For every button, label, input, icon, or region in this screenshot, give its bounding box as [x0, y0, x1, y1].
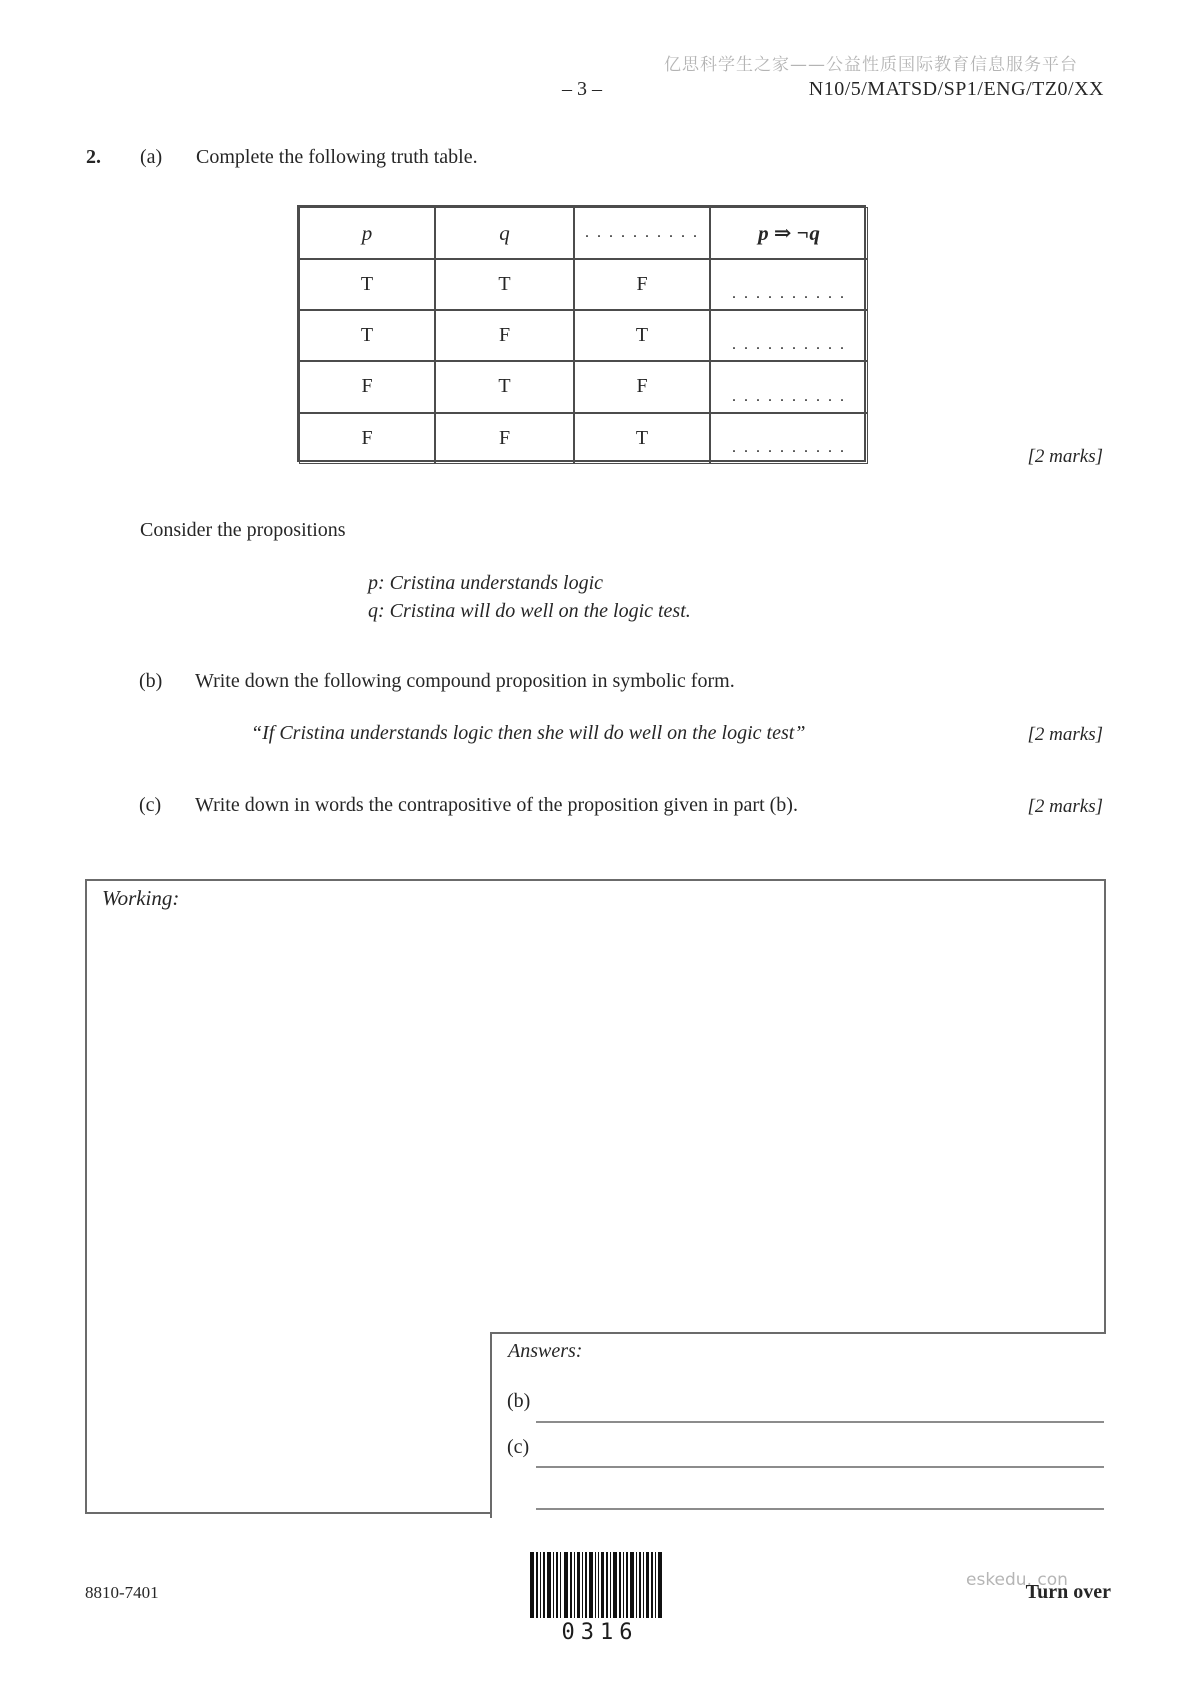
table-cell: T	[574, 310, 710, 361]
table-cell: T	[435, 259, 574, 310]
table-cell: F	[574, 259, 710, 310]
barcode-number: 0316	[561, 1620, 639, 1645]
truth-table	[297, 205, 866, 462]
table-header-q: q	[435, 207, 574, 259]
proposition-p: p: Cristina understands logic	[368, 572, 604, 594]
turn-over-label: Turn over	[1025, 1581, 1111, 1603]
part-a-text: Complete the following truth table.	[196, 146, 478, 168]
table-cell: F	[299, 413, 435, 464]
part-b-label: (b)	[139, 670, 163, 692]
table-cell: T	[299, 259, 435, 310]
table-header-blank	[574, 207, 710, 259]
site-watermark: eskedu. con	[966, 1570, 1068, 1590]
table-cell: F	[299, 361, 435, 412]
working-label: Working:	[102, 886, 180, 910]
cjk-watermark: 亿思科学生之家——公益性质国际教育信息服务平台	[664, 55, 1078, 75]
barcode-image	[530, 1552, 663, 1623]
dotted-placeholder: . . . . . . . . . .	[732, 438, 846, 456]
dotted-placeholder: . . . . . . . . . .	[585, 224, 699, 241]
table-answer-cell	[710, 361, 868, 412]
proposition-q: q: Cristina will do well on the logic test.	[368, 600, 691, 622]
table-header-p: p	[299, 207, 435, 259]
answers-label: Answers:	[508, 1340, 583, 1362]
answer-extra-line	[536, 1508, 1104, 1510]
part-c-text: Write down in words the contrapositive of the proposition given in part (b).	[195, 794, 798, 816]
table-cell: F	[435, 310, 574, 361]
table-cell: T	[435, 361, 574, 412]
part-b-text: Write down the following compound proposition in symbolic form.	[195, 670, 735, 692]
table-answer-cell	[710, 413, 868, 464]
part-c-label: (c)	[139, 794, 162, 816]
footer-doc-code: 8810-7401	[85, 1583, 159, 1602]
table-answer-cell	[710, 310, 868, 361]
marks-c-label: [2 marks]	[1027, 796, 1103, 817]
table-cell: T	[299, 310, 435, 361]
dotted-placeholder: . . . . . . . . . .	[732, 336, 846, 354]
table-cell: F	[574, 361, 710, 412]
page-number: – 3 –	[562, 78, 602, 100]
quote-text: “If Cristina understands logic then she will do well on the logic test”	[251, 722, 806, 744]
table-cell: F	[435, 413, 574, 464]
answer-c-line	[536, 1466, 1104, 1468]
part-a-label: (a)	[140, 146, 163, 168]
marks-b-label: [2 marks]	[1027, 724, 1103, 745]
dotted-placeholder: . . . . . . . . . .	[732, 387, 846, 405]
table-cell: T	[574, 413, 710, 464]
table-answer-cell	[710, 259, 868, 310]
answer-b-line	[536, 1421, 1104, 1423]
consider-text: Consider the propositions	[140, 519, 346, 541]
answer-b-label: (b)	[507, 1390, 531, 1412]
paper-code: N10/5/MATSD/SP1/ENG/TZ0/XX	[808, 78, 1104, 100]
table-header-implies: p ⇒ ¬q	[710, 207, 868, 259]
answer-c-label: (c)	[507, 1436, 530, 1458]
question-number: 2.	[86, 146, 101, 168]
dotted-placeholder: . . . . . . . . . .	[732, 285, 846, 303]
marks-a-label: [2 marks]	[1027, 446, 1103, 467]
